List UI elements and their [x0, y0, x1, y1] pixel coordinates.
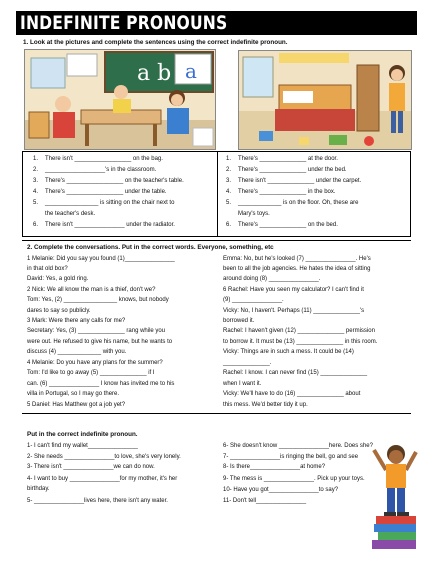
exercise-line: 8- Is there_______________at home?	[223, 464, 326, 470]
boy-on-books-illustration	[370, 442, 420, 550]
conversation-line: Tom: I'd like to go away (5) ______________ if I	[27, 370, 155, 376]
conversation-line: 6 Rachel: Have you seen my calculator? I can't find it	[223, 287, 364, 293]
exercise-1-table: 1. There isn't _________________ on the bag. 2. __________________'s in the classroom. 3. There's _________________ on the teacher's table. 4. There's _________________ under the table. 5. ________________ is sitting on the chair next to the teacher's desk. 6. There isn't _______________ under the radiator. 1. There's ______________ at the door. 2. There's ______________ under the bed. 3. There isn't ______________ under the carpet. 4. There's ______________ in the box. 5. _____________ is on the floor. Oh, these are Mary's toys. 6. There's ______________ on the bed.	[22, 151, 411, 237]
chart-letter: a	[185, 59, 197, 83]
conversation-line: dares to say so publicly.	[27, 308, 91, 314]
table-divider	[217, 152, 218, 236]
conversation-line: 2 Nick: We all know the man is a thief, don't we?	[27, 287, 156, 293]
conversation-line: Vicky: Things are in such a mess. It could be (14)	[223, 349, 354, 355]
board-letters: a b	[137, 61, 172, 86]
conversation-line: 5 Daniel: Has Matthew got a job yet?	[27, 402, 126, 408]
exercise-line: 9- The mess is _______________. Pick up your toys.	[223, 476, 365, 482]
exercise-line: 7- _______________is ringing the bell, go and see	[223, 454, 359, 460]
conversation-line: been to all the job agencies. He hates the idea of sitting	[223, 266, 371, 272]
conversation-line: were out. He refused to give his name, but he wants to	[27, 339, 173, 345]
exercise-line: 2- She needs _______________to love, she's very lonely.	[27, 454, 181, 460]
conversation-line: Emma: No, but he's looked (7) _______________. He's	[223, 256, 371, 262]
conversation-line: 4 Melanie: Do you have any plans for the summer?	[27, 360, 163, 366]
page-title: INDEFINITE PRONOUNS	[20, 12, 228, 34]
conversation-line: Rachel: I haven't given (12) ______________ permission	[223, 328, 375, 334]
exercise-line: 6- She doesn't know _______________here. Does she?	[223, 443, 373, 449]
conversation-line: (9) _______________.	[223, 297, 284, 303]
exercise-line: 1- I can't find my wallet_______________	[27, 443, 138, 449]
conversation-line: Vicky: No, I haven't. Perhaps (11) ______________'s	[223, 308, 365, 314]
conversation-line: villa in Portugal, so I may go there.	[27, 391, 120, 397]
conversation-line: this mess. We'd better tidy it up.	[223, 402, 308, 408]
conversation-line: in that old box?	[27, 266, 68, 272]
conversation-line: Vicky: We'll have to do (16) ______________ about	[223, 391, 361, 397]
exercise-line: birthday.	[27, 486, 50, 492]
conversation-line: can. (6) _______________ I know has invited me to his	[27, 381, 175, 387]
exercise-2-instruction: 2. Complete the conversations. Put in the correct words. Everyone, something, etc	[27, 244, 274, 251]
bedroom-illustration	[238, 50, 412, 150]
conversation-line: discuss (4) _____________ with you.	[27, 349, 127, 355]
conversation-line: Rachel: I know. I can never find (15) ______________	[223, 370, 368, 376]
conversation-line: ______________.	[223, 360, 272, 366]
conversation-line: around doing (8) _______________.	[223, 276, 321, 282]
conversation-line: borrowed it.	[223, 318, 255, 324]
conversation-line: Tom: Yes, (2) ________________ knows, but nobody	[27, 297, 169, 303]
separator	[22, 240, 411, 241]
separator	[22, 413, 411, 414]
exercise-line: 10- Have you got_______________to say?	[223, 487, 339, 493]
conversation-line: to borrow it. It must be (13) ______________ in this room.	[223, 339, 378, 345]
conversation-line: when I want it.	[223, 381, 262, 387]
conversation-line: 3 Mark: Were there any calls for me?	[27, 318, 126, 324]
title-bar	[16, 11, 417, 35]
exercise-line: 3- There isn't _______________we can do now.	[27, 464, 155, 470]
conversation-line: David: Yes, a gold ring.	[27, 276, 89, 282]
conversation-line: 1 Melanie: Did you say you found (1)_______________	[27, 256, 175, 262]
conversation-line: Secretary: Yes, (3) ______________ rang while you	[27, 328, 166, 334]
classroom-illustration	[24, 49, 216, 150]
exercise-1-instruction: 1. Look at the pictures and complete the sentences using the correct indefinite pronoun.	[23, 39, 288, 46]
exercise-line: 5- _______________lives here, there isn't any water.	[27, 498, 168, 504]
exercise-line: 11- Don't tell_______________	[223, 498, 307, 504]
exercise-line: 4- I want to buy _______________for my mother, it's her	[27, 476, 178, 482]
exercise-3-instruction: Put in the correct indefinite pronoun.	[27, 431, 138, 438]
